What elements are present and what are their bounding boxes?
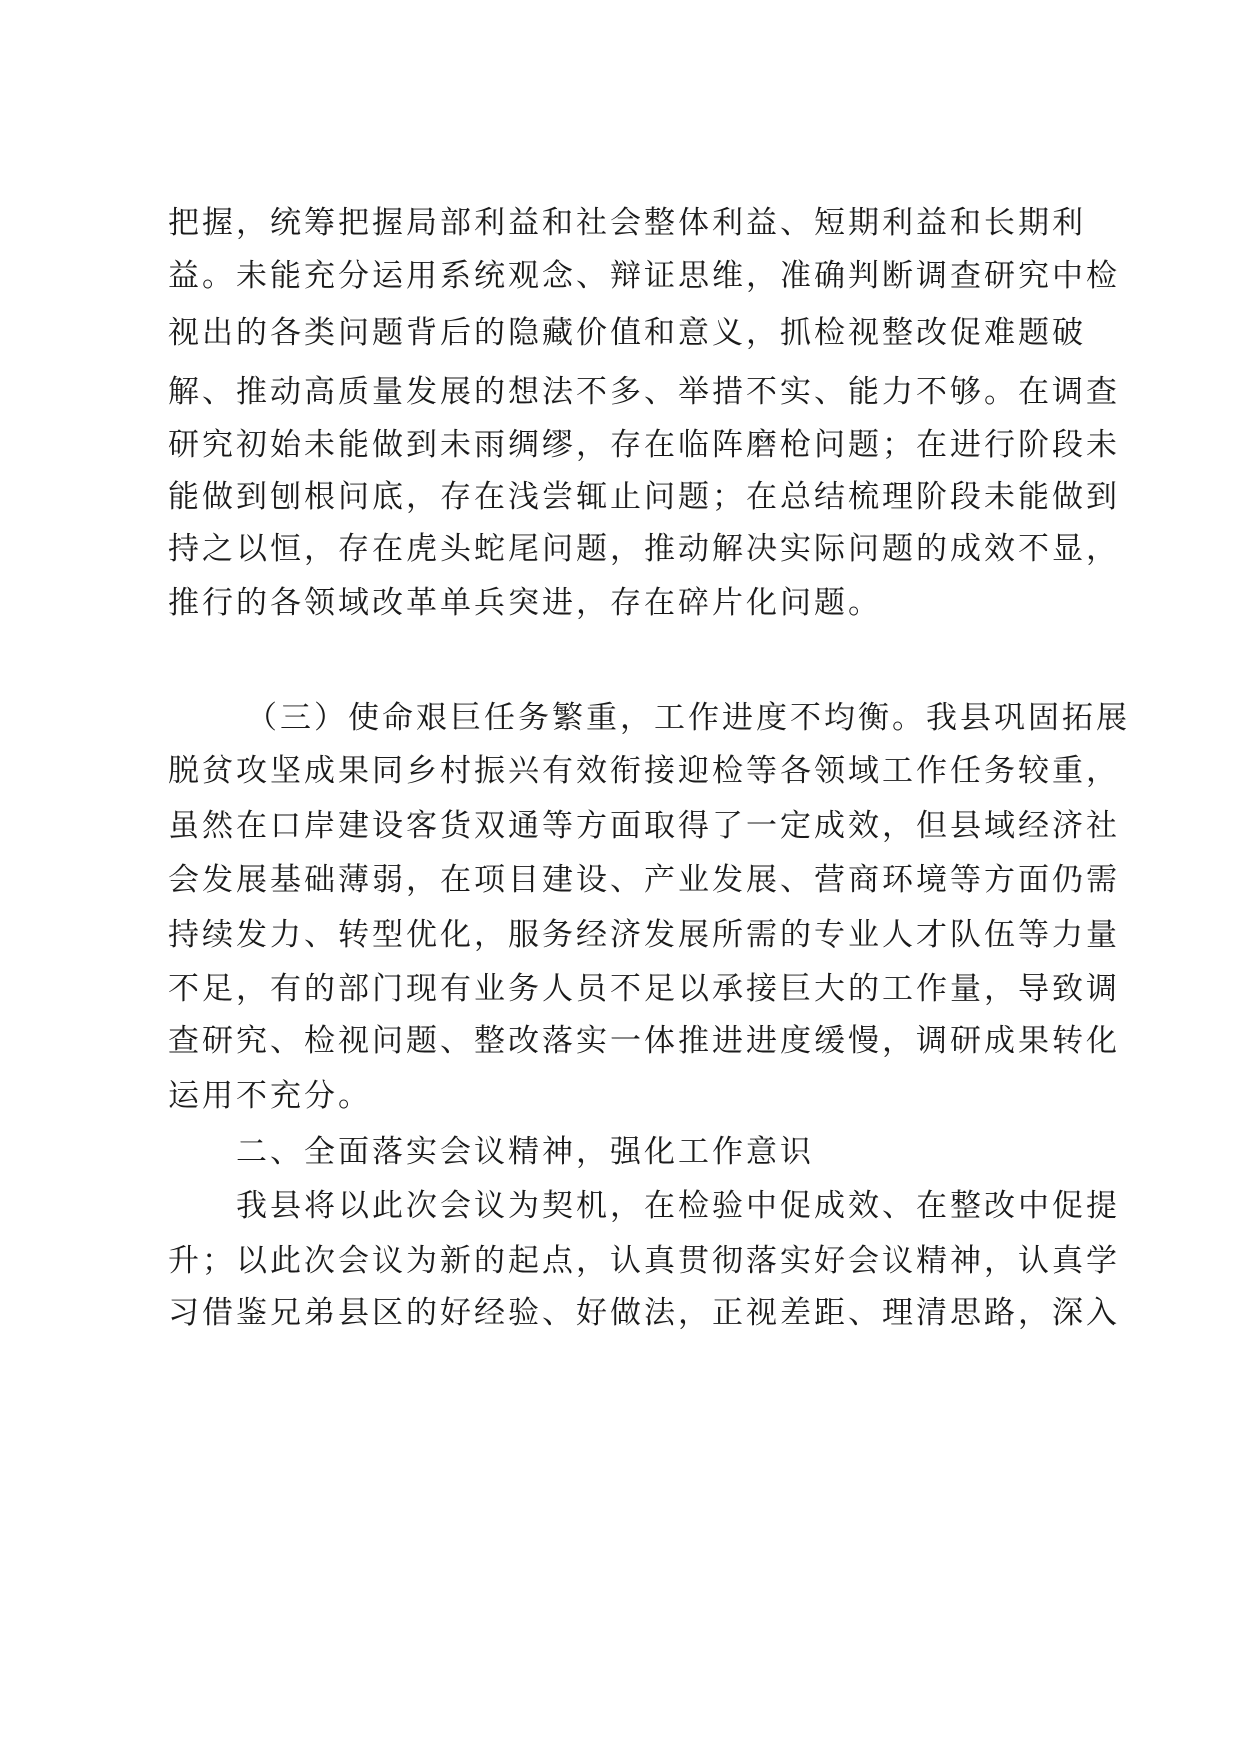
body-text-line: 不足，有的部门现有业务人员不足以承接巨大的工作量，导致调 bbox=[168, 971, 1120, 1007]
body-text-line: 益。未能充分运用系统观念、辩证思维，准确判断调查研究中检 bbox=[168, 258, 1120, 294]
body-text-line: 研究初始未能做到未雨绸缪，存在临阵磨枪问题；在进行阶段未 bbox=[168, 427, 1120, 463]
body-text-line: 运用不充分。 bbox=[168, 1078, 372, 1114]
body-text-line: 虽然在口岸建设客货双通等方面取得了一定成效，但县域经济社 bbox=[168, 808, 1120, 844]
section-heading: 二、全面落实会议精神，强化工作意识 bbox=[236, 1134, 814, 1170]
body-text-line: 我县将以此次会议为契机，在检验中促成效、在整改中促提 bbox=[236, 1188, 1120, 1224]
body-text-line: 持续发力、转型优化，服务经济发展所需的专业人才队伍等力量 bbox=[168, 917, 1120, 953]
body-text-line: 推行的各领域改革单兵突进，存在碎片化问题。 bbox=[168, 585, 882, 621]
body-text-line: 解、推动高质量发展的想法不多、举措不实、能力不够。在调查 bbox=[168, 374, 1120, 410]
body-text-line: 习借鉴兄弟县区的好经验、好做法，正视差距、理清思路，深入 bbox=[168, 1295, 1120, 1331]
body-text-line: 升；以此次会议为新的起点，认真贯彻落实好会议精神，认真学 bbox=[168, 1243, 1120, 1279]
body-text-line: 查研究、检视问题、整改落实一体推进进度缓慢，调研成果转化 bbox=[168, 1023, 1120, 1059]
body-text-line: 持之以恒，存在虎头蛇尾问题，推动解决实际问题的成效不显， bbox=[168, 531, 1120, 567]
body-text-line: 脱贫攻坚成果同乡村振兴有效衔接迎检等各领域工作任务较重， bbox=[168, 753, 1120, 789]
body-text-line: 会发展基础薄弱，在项目建设、产业发展、营商环境等方面仍需 bbox=[168, 862, 1120, 898]
body-text-line: 把握，统筹把握局部利益和社会整体利益、短期利益和长期利 bbox=[168, 205, 1086, 241]
body-text-line: 视出的各类问题背后的隐藏价值和意义，抓检视整改促难题破 bbox=[168, 315, 1086, 351]
subheading-paragraph-start: （三）使命艰巨任务繁重，工作进度不均衡。我县巩固拓展 bbox=[246, 700, 1130, 736]
body-text-line: 能做到刨根问底，存在浅尝辄止问题；在总结梳理阶段未能做到 bbox=[168, 479, 1120, 515]
